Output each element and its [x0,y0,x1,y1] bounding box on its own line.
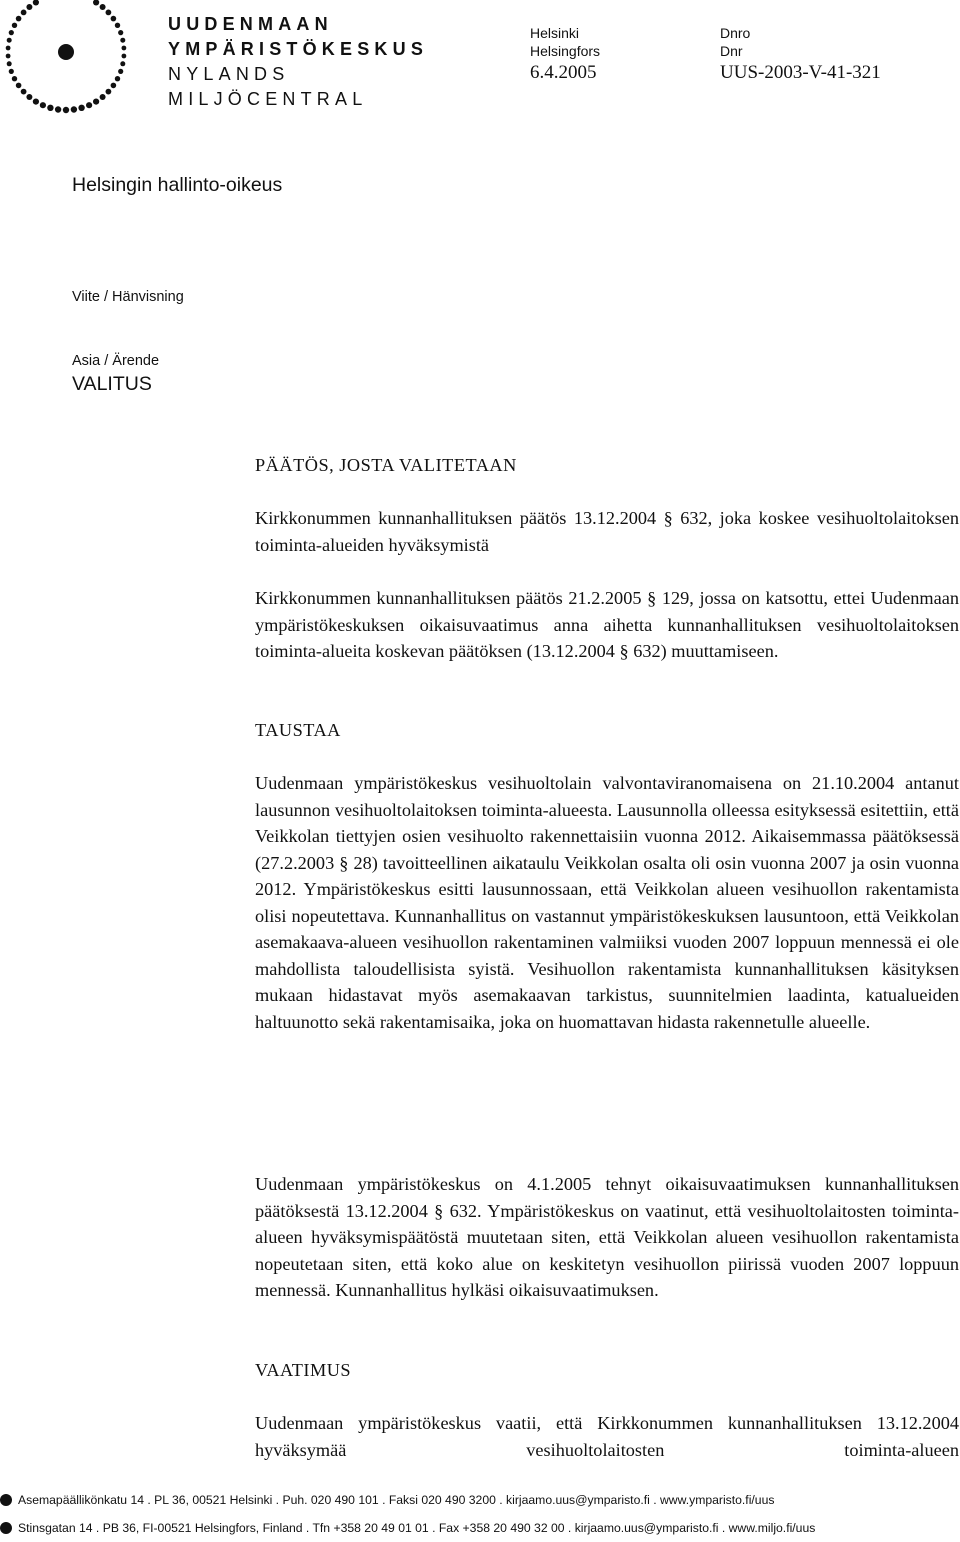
city-sv: Helsingfors [530,43,601,59]
letter-date: 6.4.2005 [530,62,597,83]
logo-line-4: MILJÖCENTRAL [168,89,368,109]
dnro-label-fi: Dnro [720,25,751,41]
recipient: Helsingin hallinto-oikeus [72,174,283,196]
paragraph-decision-1: Kirkkonummen kunnanhallituksen päätös 13.12.2004 § 632, joka koskee vesihuoltolaitoksen toiminta-alueiden hyväksymistä [255,508,959,555]
paragraph-decision-2: Kirkkonummen kunnanhallituksen päätös 21.2.2005 § 129, jossa on katsottu, ettei Uudenmaan ympäristökeskuksen oikaisuvaatimus anna aihetta kunnanhallituksen vesihuoltolaitoksen toiminta-alueita koskevan päätöksen (13.12.2004 § 632) muuttamiseen. [255,588,959,661]
paragraph-background-2: Uudenmaan ympäristökeskus on 4.1.2005 tehnyt oikaisuvaatimuksen kunnanhallituksen päätöksestä 13.12.2004 § 632. Ympäristökeskus on vaatinut, että vesihuoltolaitosten toiminta-alueen hyväksymispäätöstä muutetaan siten, että Veikkolan alueen vesihuollon rakentamista nopeutetaan siten, että koko alue on keskitetyn vesihuollon piirissä vuoden 2007 loppuun mennessä. Kunnanhallitus hylkäsi oikaisuvaatimuksen. [255,1174,959,1300]
paragraph-demand: Uudenmaan ympäristökeskus vaatii, että Kirkkonummen kunnanhallituksen 13.12.2004 hyväksymää vesihuoltolaitosten toiminta-alueen [255,1413,959,1460]
logo-wordmark [168,12,428,112]
paragraph-background-1: Uudenmaan ympäristökeskus vesihuoltolain valvontaviranomaisena on 21.10.2004 antanut lausunnon vesihuoltolaitoksen toiminta-alueesta. Lausunnolla olleessa esityksessä esitettiin, että Veikkolan tiettyjen osien vesihuolto rakennettaisiin vuonna 2012. Aikaisemmassa päätöksessä (27.2.2003 § 28) tavoitteellinen aikataulu Veikkolan osalta oli osin vuonna 2007 ja osin vuonna 2012. Ympäristökeskus esitti lausunnossaan, että Veikkolan alueen vesihuollon rakentamista olisi nopeutettava. Kunnanhallitus on vastannut ympäristökeskuksen lausuntoon, että Veikkolan asemakaava-alueen vesihuollon rakentaminen valmiiksi vuoden 2007 loppuun mennessä ei ole mahdollista taloudellisista syistä. Vesihuollon rakentamista kunnanhallituksen käsityksen mukaan hidastavat myös asemakaavan tarkistus, suunnitelmien laadinta, katualueiden haltuunotto sekä rakentamisaika, joka on huomattavan hidasta rakennetulle alueelle. [255,773,959,1032]
logo-line-3: NYLANDS [168,64,290,84]
heading-decision: PÄÄTÖS, JOSTA VALITETAAN [255,455,517,475]
heading-background: TAUSTAA [255,720,341,740]
logo-line-1: UUDENMAAN [168,14,333,34]
bullet-icon [0,1522,12,1534]
logo-mark-icon [0,0,165,130]
reference-label: Viite / Hänvisning [72,289,184,305]
bullet-icon [0,1494,12,1506]
heading-demand: VAATIMUS [255,1360,352,1380]
footer-line-sv: Stinsgatan 14 . PB 36, FI-00521 Helsingfors, Finland . Tfn +358 20 49 01 01 . Fax +358 20 490 32 00 . kirjaamo.uus@ymparisto.fi . www.miljo.fi/uus [0,1521,815,1535]
footer-line-fi: Asemapäällikönkatu 14 . PL 36, 00521 Helsinki . Puh. 020 490 101 . Faksi 020 490 3200 . kirjaamo.uus@ymparisto.fi . www.ymparisto.fi/uus [0,1493,774,1507]
dnro-label-sv: Dnr [720,43,743,59]
city-fi: Helsinki [530,25,580,41]
subject-value: VALITUS [72,373,152,395]
logo-line-2: YMPÄRISTÖKESKUS [168,39,429,59]
dnro-value: UUS-2003-V-41-321 [720,62,881,83]
subject-label: Asia / Ärende [72,353,160,369]
